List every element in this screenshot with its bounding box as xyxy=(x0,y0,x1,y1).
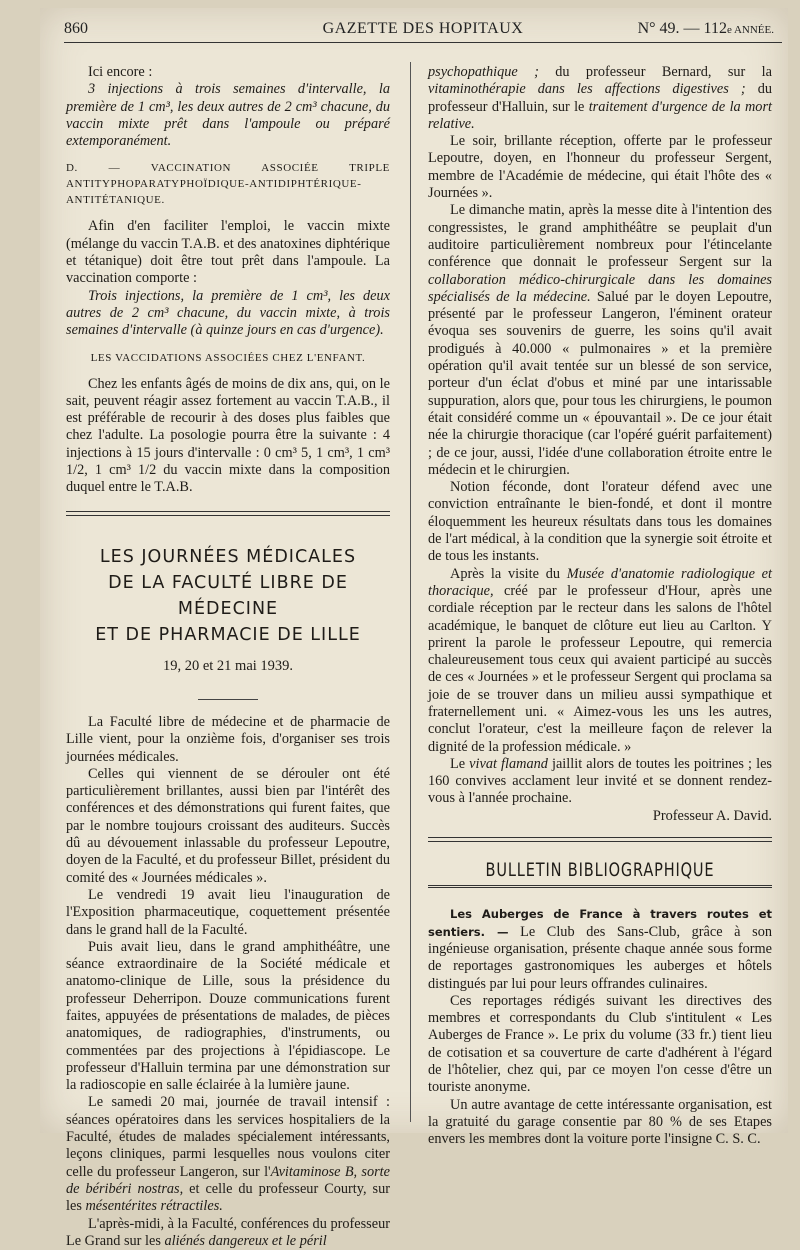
running-header xyxy=(64,20,782,40)
paragraph: Un autre avantage de cette intéressante organisation, est la gratuité du garage consentie par 80 % de ses Etapes envers les membres dont la voiture porte l'insigne C. S. C. xyxy=(428,1096,772,1148)
paragraph: L'après-midi, à la Faculté, conférences du professeur Le Grand sur les aliénés dangereux et le péril xyxy=(66,1215,390,1249)
article-title-line: ET DE PHARMACIE DE LILLE xyxy=(95,624,361,645)
section-heading: LES VACCIDATIONS ASSOCIÉES CHEZ L'ENFANT. xyxy=(90,351,366,364)
issue-number xyxy=(638,20,774,38)
paragraph: Le vivat flamand jaillit alors de toutes les poitrines ; les 160 convives acclament leur invité et se donnent rendez-vous à l'année prochaine. xyxy=(428,755,772,807)
paragraph: Puis avait lieu, dans le grand amphithéâtre, une séance extraordinaire de la Société médicale et anatomo-clinique de Lille, sous la présidence du professeur Deherripon. Douze communications furent faites, appuyées de présentations de malades, de pièces anatomiques, de radiographies, d'instruments, ou commentées par des projections à l'épidiascope. Le professeur d'Halluin termina par une démonstration sur la radioscopie en salle éclairée à la lumière jaune. xyxy=(66,938,390,1094)
paragraph: Notion féconde, dont l'orateur défend avec une conviction entraînante le bien-fondé, et dont il montre éloquemment les heureux résultats dans tous les domaines de l'art médical, à la condition que la synergie soit étroite et de tous les instants. xyxy=(428,479,772,565)
paragraph: Le vendredi 19 avait lieu l'inauguration de l'Exposition pharmaceutique, coquettement présentée dans le grand hall de la Faculté. xyxy=(66,886,390,938)
paragraph: Le soir, brillante réception, offerte par le professeur Lepoutre, doyen, en l'honneur du professeur Sergent, membre de l'Académie de médecine, qui était l'hôte des « Journées ». xyxy=(428,133,772,202)
paragraph: 3 injections à trois semaines d'intervalle, la première de 1 cm³, les deux autres de 2 cm³ chacune, du vaccin mixte prêt dans l'ampoule ou préparé extemporanément. xyxy=(66,81,390,150)
paragraph: Afin d'en faciliter l'emploi, le vaccin mixte (mélange du vaccin T.A.B. et des anatoxines diphtérique et tétanique) doit être tout prêt dans l'ampoule. La vaccination comporte : xyxy=(66,218,390,287)
header-rule xyxy=(64,42,782,43)
paragraph: Ces reportages rédigés suivant les directives des membres et correspondants du Club s'intitulent « Les Auberges de France ». Le prix du volume (33 fr.) tient lieu de cotisation et sa couverture de carte d'adhérent à l'égard de l'hôtelier, chez qui, par ce moyen l'on cesse d'être un touriste anonyme. xyxy=(428,992,772,1096)
article-title-line: DE LA FACULTÉ LIBRE DE MÉDECINE xyxy=(108,572,348,619)
paragraph: Après la visite du Musée d'anatomie radiologique et thoracique, créé par le professeur d'Hour, après une cordiale réception par le recteur dans les salons de l'hôtel académique, le banquet de clôture eut lieu au Carlton. Y prirent la parole le professeur Lepoutre, qui remercia chaleureusement tous ceux qui avaient participé au succès de ces « Journées » et le professeur Sergent qui proclama sa joie de se trouver dans un milieu aussi sympathique et fraternellement uni. « Aimez-vous les uns les autres, conclut l'orateur, c'est la meilleure façon de relever la dignité de la profession médicale. » xyxy=(428,565,772,755)
column-divider xyxy=(410,62,411,1122)
article-title-line: LES JOURNÉES MÉDICALES xyxy=(99,546,357,567)
paragraph: Les Auberges de France à travers routes et sentiers. — Le Club des Sans-Club, grâce à son ingénieuse organisation, présente chaque année sous forme de reportages gastronomiques les auberges et hôtels distingués par lui pour leurs offrandes culinaires. xyxy=(428,907,772,992)
article-date: 19, 20 et 21 mai 1939. xyxy=(162,657,294,674)
article-title xyxy=(66,544,390,648)
left-column xyxy=(66,64,390,1250)
paragraph: Celles qui viennent de se dérouler ont été particulièrement brillantes, aussi bien par l'intérêt des conférences et des démonstrations qui furent faites, que par le nombre toujours croissant des auditeurs. Succès dû au dévouement inlassable du professeur Lepoutre, doyen de la Faculté, et du professeur Billet, président du comité des « Journées médicales ». xyxy=(66,765,390,886)
section-heading: D. — VACCINATION ASSOCIÉE TRIPLE ANTITYPHOPARATYPHOÏDIQUE-ANTIDIPHTÉRIQUE-ANTITÉTANIQUE. xyxy=(66,162,390,207)
journal-title: GAZETTE DES HOPITAUX xyxy=(322,20,524,37)
paragraph: Trois injections, la première de 1 cm³, les deux autres de 2 cm³ chacune, du vaccin mixte, à trois semaines d'intervalle (à quinze jours en cas d'urgence). xyxy=(66,287,390,339)
right-column xyxy=(428,64,772,1149)
bulletin-title: BULLETIN BIBLIOGRAPHIQUE xyxy=(485,859,715,882)
paragraph: Le dimanche matin, après la messe dite à l'intention des congressistes, le grand amphithéâtre se peuplait d'un auditoire particulièrement nombreux pour l'étincelante conférence que donnait le professeur Sergent sur la collaboration médico-chirurgicale dans les domaines spécialisés de la médecine. Salué par le doyen Lepoutre, présenté par le professeur Langeron, l'éminent orateur évoqua ses souvenirs de guerre, les soins qu'il avait prodigués à 40.000 « pulmonaires » et la première opération qu'il avait tentée sur un blessé de son service, porteur d'un éclat d'obus et miné par une intarissable suppuration, alors que, pour tous les chirurgiens, le poumon était considéré comme un « épouvantail ». De ce jour était née la chirurgie thoracique (car l'opéré guérit parfaitement) ; de ce jour, aussi, l'idée d'une collaboration étroite entre le médecin et le chirurgien. xyxy=(428,202,772,478)
paragraph: psychopathique ; du professeur Bernard, sur la vitaminothérapie dans les affections digestives ; du professeur d'Halluin, sur le traitement d'urgence de la mort relative. xyxy=(428,64,773,132)
author-signature: Professeur A. David. xyxy=(652,807,772,824)
paragraph: Ici encore : xyxy=(88,64,153,80)
paragraph: Le samedi 20 mai, journée de travail intensif : séances opératoires dans les services hospitaliers de la Faculté, études de malades spécialement intéressants, leçons cliniques, parmi lesquelles nous voulons citer celle du professeur Langeron, sur l'Avitaminose B, sorte de béribéri nostras, et celle du professeur Courty, sur les mésentérites rétractiles. xyxy=(66,1094,390,1215)
paragraph: Chez les enfants âgés de moins de dix ans, qui, on le sait, peuvent réagir assez fortement au vaccin T.A.B., il est préférable de recourir à des doses plus faibles que chez l'adulte. La posologie pourra être la suivante : 4 injections à 15 jours d'intervalle : 0 cm³ 5, 1 cm³, 1 cm³ 1/2, 1 cm³ 1/2 du vaccin mixte dans la composition duquel entre le T.A.B. xyxy=(66,375,390,496)
page-number: 860 xyxy=(64,20,88,37)
issue-suffix: e ANNÉE. xyxy=(726,24,774,36)
paragraph: La Faculté libre de médecine et de pharmacie de Lille vient, pour la onzième fois, d'organiser ses trois journées médicales. xyxy=(66,713,390,765)
issue-main: N° 49. — 112 xyxy=(637,20,727,37)
